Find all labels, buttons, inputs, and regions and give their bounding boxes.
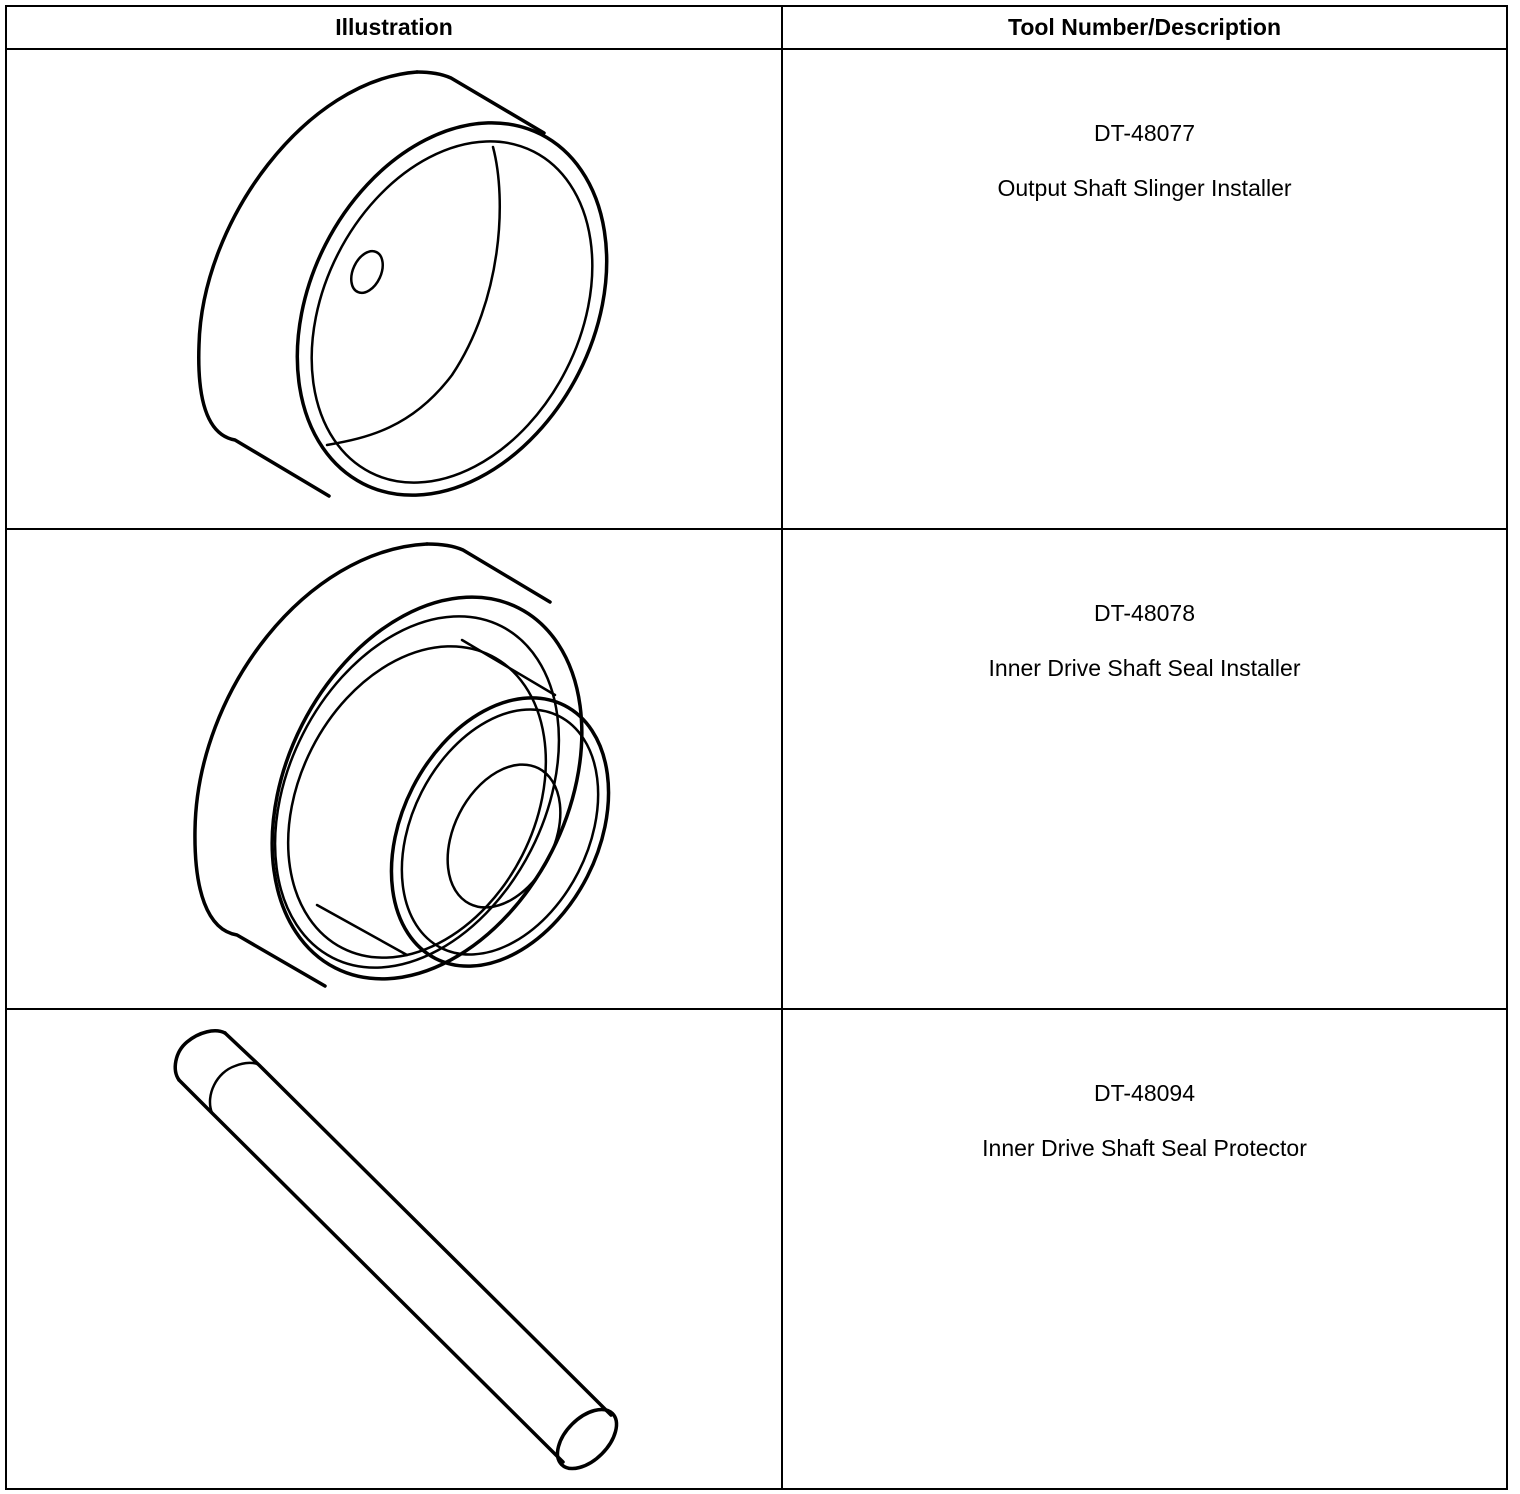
table-row	[6, 529, 1507, 1009]
table-row	[6, 1009, 1507, 1489]
tool-description: Output Shaft Slinger Installer	[997, 175, 1292, 201]
table-row	[6, 49, 1507, 529]
tool-description-cell	[782, 49, 1507, 529]
tool-description: Inner Drive Shaft Seal Installer	[988, 655, 1301, 681]
output-shaft-slinger-installer-illustration	[7, 50, 782, 528]
table-header-row	[6, 6, 1507, 49]
illustration-cell	[6, 49, 782, 529]
inner-drive-shaft-seal-installer-illustration	[7, 530, 782, 1008]
tool-number: DT-48094	[1094, 1080, 1196, 1106]
tool-description-cell	[782, 1009, 1507, 1489]
header-illustration: Illustration	[6, 6, 782, 49]
tool-description: Inner Drive Shaft Seal Protector	[982, 1135, 1307, 1161]
illustration-cell	[6, 1009, 782, 1489]
illustration-cell	[6, 529, 782, 1009]
inner-drive-shaft-seal-protector-illustration	[7, 1010, 782, 1488]
tool-number: DT-48078	[1094, 600, 1196, 626]
tool-number: DT-48077	[1094, 120, 1196, 146]
tool-description-cell	[782, 529, 1507, 1009]
special-tools-table	[5, 5, 1508, 1490]
header-tool-number-description: Tool Number/Description	[782, 6, 1507, 49]
